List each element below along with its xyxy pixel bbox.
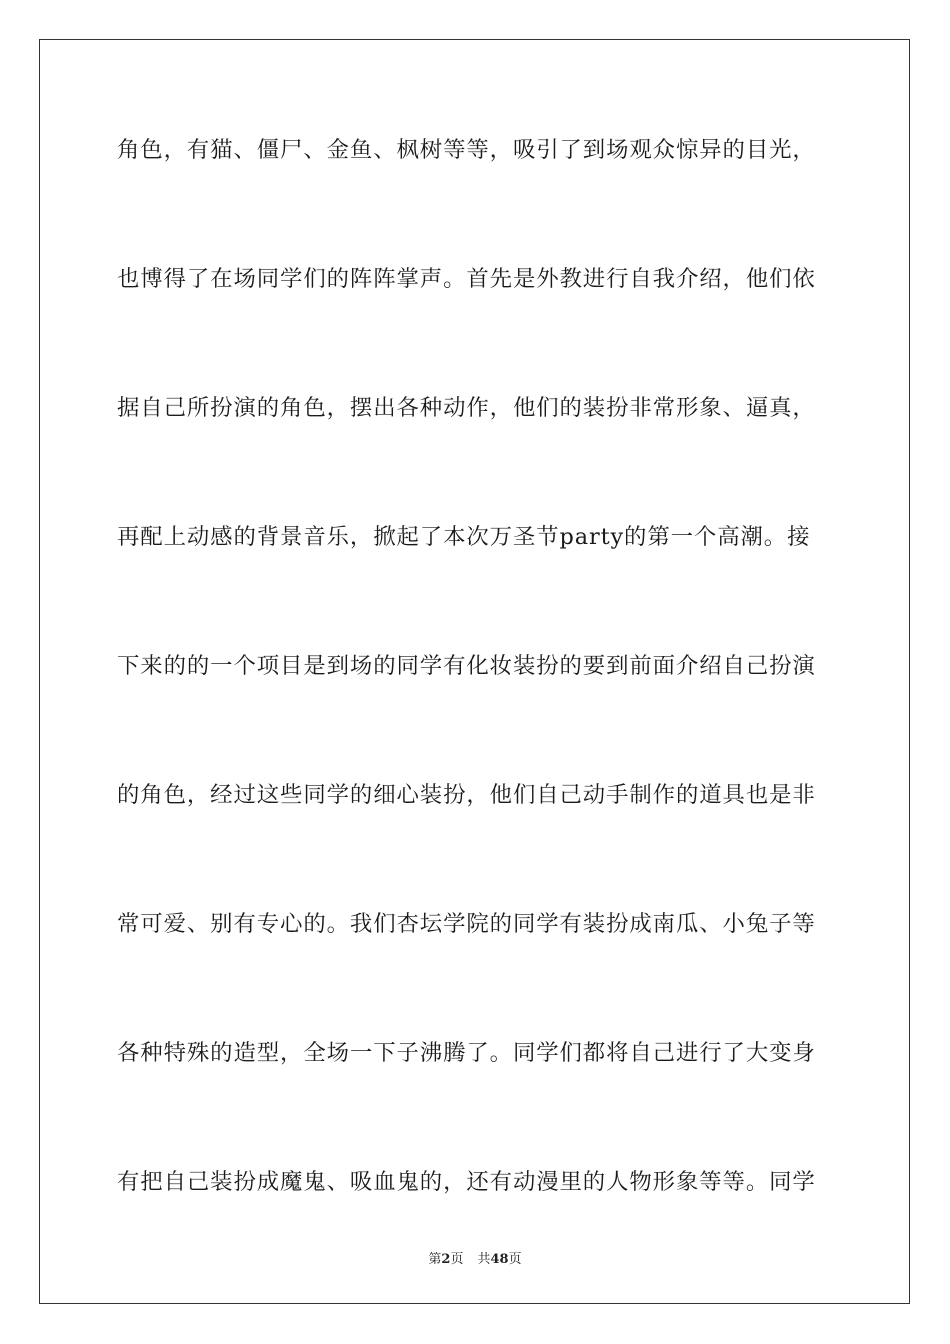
- page-prefix: 第: [428, 1252, 442, 1267]
- text-line-4: 再配上动感的背景音乐，掀起了本次万圣节party的第一个高潮。接: [117, 524, 811, 550]
- text-line-3: 据自己所扮演的角色，摆出各种动作，他们的装扮非常形象、逼真，: [117, 395, 816, 421]
- text-line-5: 下来的的一个项目是到场的同学有化妆装扮的要到前面介绍自己扮演: [117, 653, 816, 679]
- text-line-1: 角色，有猫、僵尸、金鱼、枫树等等，吸引了到场观众惊异的目光，: [117, 137, 816, 163]
- text-line-6: 的角色，经过这些同学的细心装扮，他们自己动手制作的道具也是非: [117, 782, 816, 808]
- total-suffix: 页: [508, 1252, 522, 1267]
- text-line-2: 也博得了在场同学们的阵阵掌声。首先是外教进行自我介绍，他们依: [117, 266, 816, 292]
- text-line-9: 有把自己装扮成魔鬼、吸血鬼的，还有动漫里的人物形象等等。同学: [117, 1169, 816, 1195]
- total-prefix: 共: [477, 1252, 491, 1267]
- page-number: 2: [441, 1252, 451, 1267]
- document-body: [117, 122, 833, 1283]
- text-line-8: 各种特殊的造型，全场一下子沸腾了。同学们都将自己进行了大变身: [117, 1040, 816, 1066]
- text-line-7: 常可爱、别有专心的。我们杏坛学院的同学有装扮成南瓜、小兔子等: [117, 911, 816, 937]
- page-suffix: 页: [450, 1252, 464, 1267]
- page-footer: [0, 1248, 950, 1267]
- total-pages: 48: [490, 1252, 509, 1267]
